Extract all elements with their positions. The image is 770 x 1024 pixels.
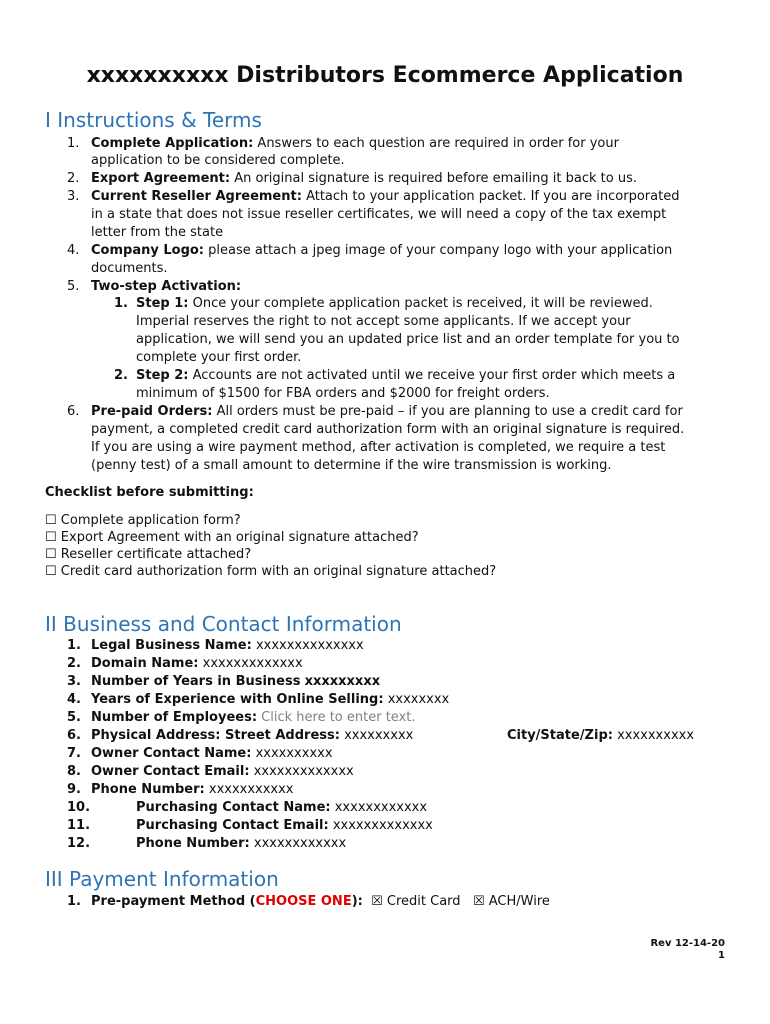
field-value[interactable]: xxxxxxxxxxxxx [332,818,433,833]
checkbox-icon[interactable]: ☐ [45,513,57,528]
field-value[interactable]: xxxxxxxxxx [255,746,333,761]
item-label: Export Agreement: [91,171,231,186]
field-value[interactable]: xxxxxxxxxxxx [253,836,347,851]
field-label: Owner Contact Name: [91,746,252,761]
field-value[interactable]: xxxxxxxxx [344,728,414,743]
field-label: Legal Business Name: [91,638,252,653]
step-number: 1. [114,296,128,311]
checklist-heading: Checklist before submitting: [45,485,254,500]
item-label: Pre-paid Orders: [91,404,213,419]
field-number: 5. [67,710,81,725]
checkbox-icon-ach-wire[interactable]: ☒ [472,894,485,909]
field-number: 10. [67,800,91,815]
choose-one-label: CHOOSE ONE [255,894,352,909]
field-label: Pre-payment Method ( [91,894,256,909]
field-value[interactable]: xxxxxxxxxxxxx [253,764,354,779]
section-heading-instructions: I Instructions & Terms [45,108,262,132]
item-number: 3. [67,189,80,204]
field-placeholder[interactable]: Click here to enter text. [261,710,416,725]
item-label: Two-step Activation: [91,279,242,294]
field-label: Purchasing Contact Name: [136,800,331,815]
field-value-city-state-zip[interactable]: xxxxxxxxxx [617,728,695,743]
checkbox-icon-credit-card[interactable]: ☒ [371,894,383,909]
field-value[interactable]: xxxxxxxx [387,692,450,707]
field-label: Number of Employees: [91,710,258,725]
field-number: 1. [67,894,81,909]
item-number: 6. [67,404,80,419]
checklist-item-text: Reseller certificate attached? [60,547,252,562]
item-text: If you are using a wire payment method, after activation is completed, we require a test [91,440,666,455]
footer-page-number: 1 [718,950,725,961]
item-label: Company Logo: [91,243,205,258]
field-value[interactable]: xxxxxxxxxxxxx [202,656,303,671]
item-number: 2. [67,171,80,186]
item-text: please attach a jpeg image of your company logo with your application [208,243,673,258]
option-credit-card: Credit Card [386,894,461,909]
step-number: 2. [114,368,128,383]
step-text: Accounts are not activated until we receive your first order which meets a [192,368,676,383]
footer-revision: Rev 12-14-20 [650,938,725,949]
item-label: Current Reseller Agreement: [91,189,302,204]
step-text: minimum of $1500 for FBA orders and $2000 for freight orders. [136,386,550,401]
document-title: xxxxxxxxxx Distributors Ecommerce Application [86,63,684,88]
checkbox-icon[interactable]: ☐ [45,530,57,545]
field-number: 2. [67,656,81,671]
field-value[interactable]: xxxxxxxxxxx [208,782,294,797]
field-value[interactable]: xxxxxxxxxxxx [334,800,428,815]
field-label-end: ): [351,894,363,909]
section-heading-payment: III Payment Information [45,867,279,891]
field-label: Physical Address: Street Address: [91,728,340,743]
checklist-item [45,547,251,563]
item-text: An original signature is required before emailing it back to us. [230,171,637,186]
checklist-item-text: Export Agreement with an original signature attached? [60,530,419,545]
field-value[interactable]: xxxxxxxxxxxxxx [255,638,364,653]
field-number: 6. [67,728,81,743]
checklist-item [45,513,241,529]
step-label: Step 2: [136,368,189,383]
item-number: 5. [67,279,80,294]
field-number: 8. [67,764,81,779]
step-text: application, we will send you an updated price list and an order template for you to [136,332,680,347]
option-ach-wire: ACH/Wire [488,894,550,909]
field-label: Phone Number: [91,782,205,797]
step-label: Step 1: [136,296,189,311]
checkbox-icon[interactable]: ☐ [45,547,57,562]
checklist-item [45,564,496,580]
field-number: 7. [67,746,81,761]
item-text: Answers to each question are required in order for your [257,136,619,151]
field-number: 1. [67,638,81,653]
field-number: 12. [67,836,91,851]
field-number: 3. [67,674,81,689]
checklist-item-text: Complete application form? [60,513,241,528]
item-number: 4. [67,243,80,258]
item-text: documents. [91,261,168,276]
item-label: Complete Application: [91,136,254,151]
field-number: 11. [67,818,91,833]
item-text: All orders must be pre-paid – if you are planning to use a credit card for [216,404,683,419]
section-heading-business-contact: II Business and Contact Information [45,612,402,636]
field-label: Phone Number: [136,836,250,851]
step-text: Imperial reserves the right to not accept some applicants. If we accept your [136,314,631,329]
checklist-item-text: Credit card authorization form with an original signature attached? [60,564,497,579]
field-label-city-state-zip: City/State/Zip: [507,728,613,743]
item-number: 1. [67,136,80,151]
checkbox-icon[interactable]: ☐ [45,564,57,579]
item-text: payment, a completed credit card authorization form with an original signature is required. [91,422,685,437]
field-label: Owner Contact Email: [91,764,250,779]
item-text: Attach to your application packet. If you are incorporated [306,189,680,204]
field-value[interactable]: xxxxxxxxx [304,674,381,689]
field-number: 4. [67,692,81,707]
step-text: complete your first order. [136,350,302,365]
field-label: Purchasing Contact Email: [136,818,329,833]
field-label: Number of Years in Business [91,674,301,689]
item-text: application to be considered complete. [91,153,345,168]
item-text: (penny test) of a small amount to determine if the wire transmission is working. [91,458,612,473]
item-text: letter from the state [91,225,224,240]
checklist-item [45,530,419,546]
field-label: Domain Name: [91,656,199,671]
item-text: in a state that does not issue reseller certificates, we will need a copy of the tax exempt [91,207,667,222]
field-label: Years of Experience with Online Selling: [91,692,384,707]
field-number: 9. [67,782,81,797]
step-text: Once your complete application packet is received, it will be reviewed. [192,296,653,311]
